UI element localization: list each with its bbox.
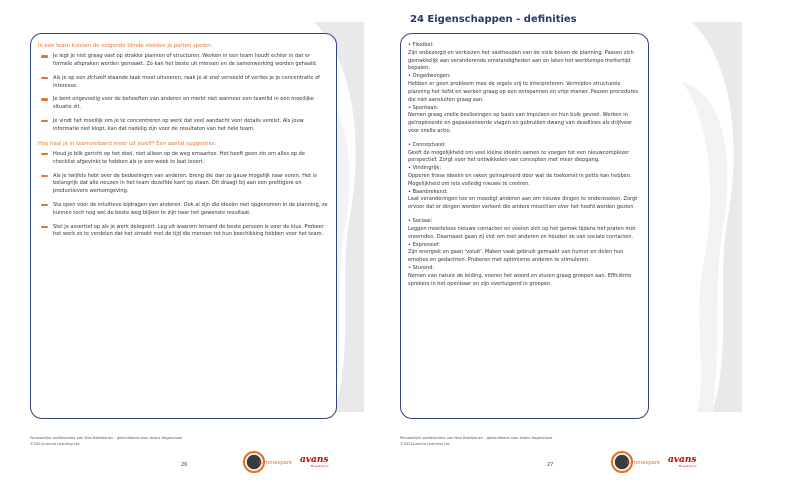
term-definition: Hebben er geen probleem mee de regels vrij te interpreteren. Vermijden structurele planning het liefst en werken graag op een ontspannen en vrije manier. Passen procedures die niet aansluiten graag aan. [408, 81, 639, 103]
dash-bullet-icon [41, 120, 48, 122]
svg-text:luminaspark: luminaspark [259, 460, 293, 466]
dash-bullet-icon [41, 175, 48, 177]
list-item: Als je op een zichzelf staande taak moet uitvoeren, raak je al snel verveeld of verlies je je concentratie of interesse. [38, 75, 328, 91]
term-label: • Expressief: [408, 241, 441, 248]
suggestions-heading: Hoe haal je in teamverband meer uit jezelf? Een aantal suggesties: [38, 140, 217, 147]
list-item: Sta open voor de intuïtieve bijdragen van anderen. Ook al zijn die ideeën niet opgenomen in de planning, ze kunnen toch nog wel de beste weg blijken te zijn naar het gewenste resultaat. [38, 202, 328, 218]
footer: Persoonlijke profielschets van Max Bastiaanen - gefaciliteerd door Avans Hogeschool ©2024Lumina Learning Ltd [30, 436, 183, 446]
dash-bullet-icon [41, 204, 48, 206]
svg-text:luminaspark: luminaspark [627, 460, 661, 466]
term-definition: Geeft de mogelijkheid om veel kleine ideeën samen te voegen tot een nieuwcomplexer perspectief. Zorgt voor het ontwikkelen van concepten met meer diepgang. [408, 149, 630, 164]
dash-bullet-icon [41, 98, 48, 100]
dash-bullet-icon [41, 55, 48, 57]
dash-bullet-icon [41, 153, 48, 155]
list-item: Je legt je niet graag vast op strakke plannen of structuren. Werken in een team houdt echter in dat er formele afspraken worden gemaakt. Zo kan het beste uit mensen en de samenwerking worden gehaald. [38, 53, 328, 69]
footer: Persoonlijke profielschets van Max Bastiaanen - gefaciliteerd door Avans Hogeschool ©2024Lumina Learning Ltd [400, 436, 553, 446]
list-item: Stel je assertief op als je werk delegeert. Leg uit waarom iemand de beste persoon is voor de klus. Probeer het werk zo te verdelen dat het strookt met de tijd die mensen tot hun beschikking hebben voor het team. [38, 224, 328, 240]
term-label: • Spontaan: [408, 104, 439, 111]
dash-bullet-icon [41, 226, 48, 228]
list-item: Houd je blik gericht op het doel, niet alleen op de weg ernaartoe. Het heeft geen zin om alles op de checklist afgevinkt te hebben als je een week te laat levert. [38, 151, 328, 167]
term-definition: Opperen frisse ideeën en raken geïnspireerd door wat de toekomst in petto kan hebben. Mogelijkheid om iets volledig nieuws te creëren. [408, 173, 632, 187]
lumina-spark-logo [242, 450, 294, 474]
definitions-panel [400, 33, 649, 419]
term-label: • Sturend: [408, 264, 435, 271]
page-27 [400, 0, 799, 491]
term-definition: Nemen van nature de leiding, voeren het woord en sturen graag groepen aan. Efficiënte sprekers in het openbaar en zijn overtuigend in groepen. [408, 272, 632, 287]
avans-logo: avans Hogeschool [300, 455, 329, 468]
term-label: • Conceptueel: [408, 141, 446, 148]
list-item: Je bent ongevoelig voor de behoeften van anderen en merkt niet wanneer een teamlid in een moeilijke situatie zit. [38, 96, 328, 112]
blind-spots-panel [30, 33, 337, 419]
term-label: • Sociaal: [408, 218, 433, 225]
list-item: Je vindt het moeilijk om je te concentreren op werk dat veel aandacht voor details vereist. Als jouw informatie niet klopt, kan dat nadelig zijn voor de resultaten van het hele team. [38, 118, 328, 134]
term-definition: Zijn energiek en gaan 'voluit'. Maken vaak gebruik gemaakt van humor en delen hun emoties en gedachten. Proberen met optimisme anderen te stimuleren. [408, 249, 624, 264]
page-number: 27 [547, 462, 554, 468]
definition-group [408, 142, 640, 212]
term-definition: Nemen graag snelle beslissingen op basis van impulsen en hun buik gevoel. Werken in geïnspireerde en gepassioneerde vlagen en gebruiken dwang van deadlines als drijfveer voor snelle actie. [408, 112, 633, 134]
decorative-silhouette [672, 22, 742, 412]
blind-spots-heading: In een team kunnen de volgende blinde vlekken je parten spelen: [38, 43, 213, 49]
avans-logo: avans Hogeschool [668, 455, 697, 468]
term-label: • Ongedwongen: [408, 73, 451, 80]
list-item: Als je twijfels hebt over de bedoelingen van anderen, breng die dan zo gauw mogelijk naar voren. Het is belangrijk dat alle neuzen in het team dezelfde kant op staan. Dit draagt bij aan een prettigere en productievere werkomgeving. [38, 173, 328, 196]
term-label: • Baanbrekend: [408, 188, 448, 195]
page-title: 24 Eigenschappen - definities [410, 14, 577, 25]
page-number: 26 [181, 462, 188, 468]
term-definition: Laat veranderingen toe en moedigt anderen aan om nieuwe dingen te onderzoeken. Zorgt ervoor dat er dingen worden verkent die anders misschien over het hoofd worden gezien. [408, 196, 638, 211]
page-26 [0, 0, 399, 491]
definition-group [408, 218, 640, 288]
term-label: • Vindingrijk: [408, 165, 442, 172]
definition-group [408, 42, 640, 136]
term-definition: Leggen moeiteloos nieuwe contacten en voelen zich op het gemak tijdens het praten met vreemden. Daarnaast gaan zij vlot om met anderen en houden ze van sociale contacten. [408, 225, 636, 240]
term-label: • Flexibel: [408, 42, 434, 48]
term-definition: Zijn onbezorgd en verkiezen het vasthouden van de visie boven de planning. Passen zich gemakkelijk aan veranderende omstandigheden aan en laten het werktempo mettertijd bepalen. [408, 49, 634, 72]
lumina-spark-logo [610, 450, 662, 474]
dash-bullet-icon [41, 77, 48, 79]
